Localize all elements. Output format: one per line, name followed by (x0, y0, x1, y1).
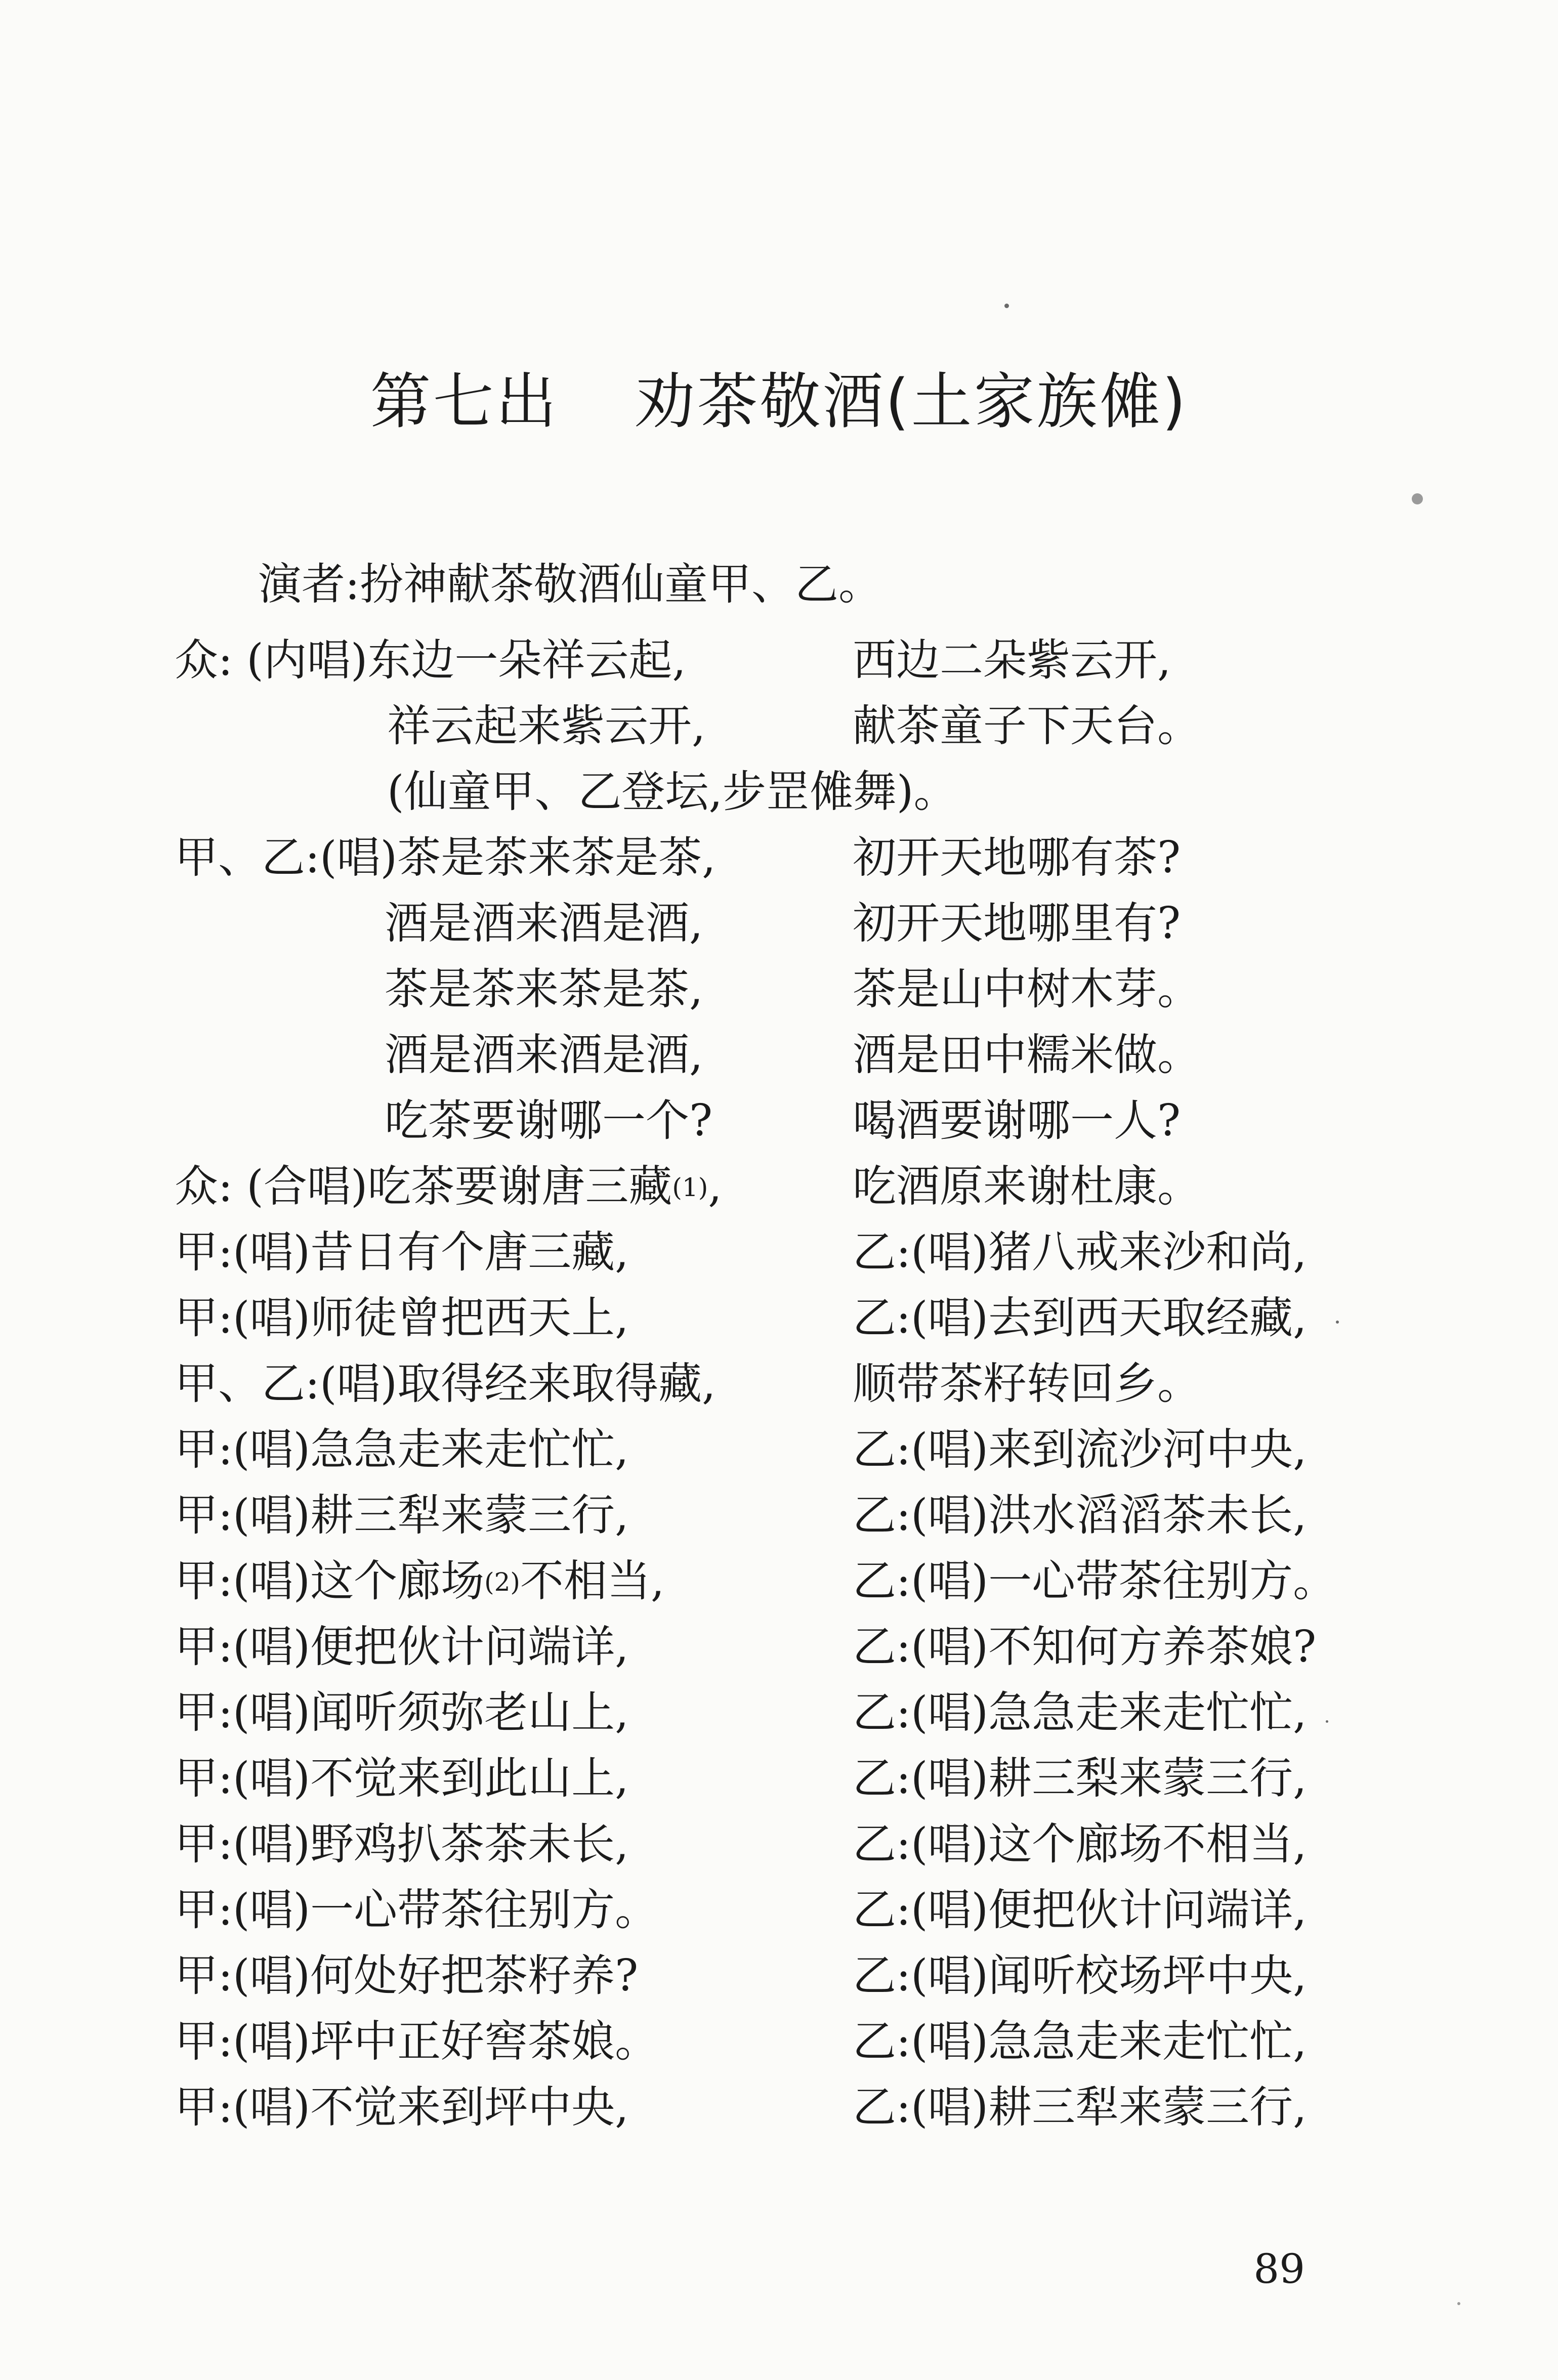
page-number: 89 (1253, 2245, 1305, 2292)
footnote-marker: (1) (672, 1173, 708, 1202)
chapter-title (0, 364, 1558, 440)
scan-speck (1412, 493, 1423, 504)
performers-note: 演者:扮神献茶敬酒仙童甲、乙。 (258, 559, 882, 610)
book-page: 第七出 劝茶敬酒(土家族傩) 演者:扮神献茶敬酒仙童甲、乙。 众: (内唱)东边一朵祥云起, 西边二朵紫云开, 祥云起来紫云开, 献茶童子下天台。 (仙童甲、乙登坛,步罡傩舞)。 甲、乙:(唱)茶是茶来茶是茶, 初开天地哪有茶? 酒是酒来酒是酒, 初开天地哪里有? 茶是茶来茶是茶, 茶是山中树木芽。 酒是酒来酒是酒, 酒是田中糯米做。 吃茶要谢哪一个? 喝酒要谢哪一人? 众: (合唱)吃茶要谢唐三藏$^{(1)}$, 吃酒原来谢杜康。 甲:(唱)昔日有个唐三藏, 乙:(唱)猪八戒来沙和尚, 甲:(唱)师徒曾把西天上, 乙:(唱)去到西天取经藏, 甲、乙:(唱)取得经来取得藏, 顺带茶籽转回乡。 甲:(唱)急急走来走忙忙, 乙:(唱)来到流沙河中央, 甲:(唱)耕三犁来蒙三行, 乙:(唱)洪水滔滔茶未长, 甲:(唱)这个廊场$^{(2)}$不相当, 乙:(唱)一心带茶往别方。 甲:(唱)便把伙计问端详, 乙:(唱)不知何方养茶娘? 甲:(唱)闻听须弥老山上, 乙:(唱)急急走来走忙忙, 甲:(唱)不觉来到此山上, 乙:(唱)耕三梨来蒙三行, 甲:(唱)野鸡扒茶茶未长, 乙:(唱)这个廊场不相当, 甲:(唱)一心带茶往别方。 乙:(唱)便把伙计问端详, 甲:(唱)何处好把茶籽养? 乙:(唱)闻听校场坪中央, 甲:(唱)坪中正好窖茶娘。 乙:(唱)急急走来走忙忙, 甲:(唱)不觉来到坪中央, 乙:(唱)耕三犁来蒙三行, 89 (0, 0, 1558, 2380)
footnote-marker: (2) (484, 1567, 520, 1597)
chapter-name: 劝茶敬酒(土家族傩) (634, 367, 1188, 437)
scan-speck (1004, 304, 1009, 308)
scan-speck (1457, 2302, 1460, 2305)
chapter-number: 第七出 (370, 367, 559, 437)
scan-speck (1326, 1720, 1328, 1723)
scan-speck (1336, 1321, 1339, 1324)
